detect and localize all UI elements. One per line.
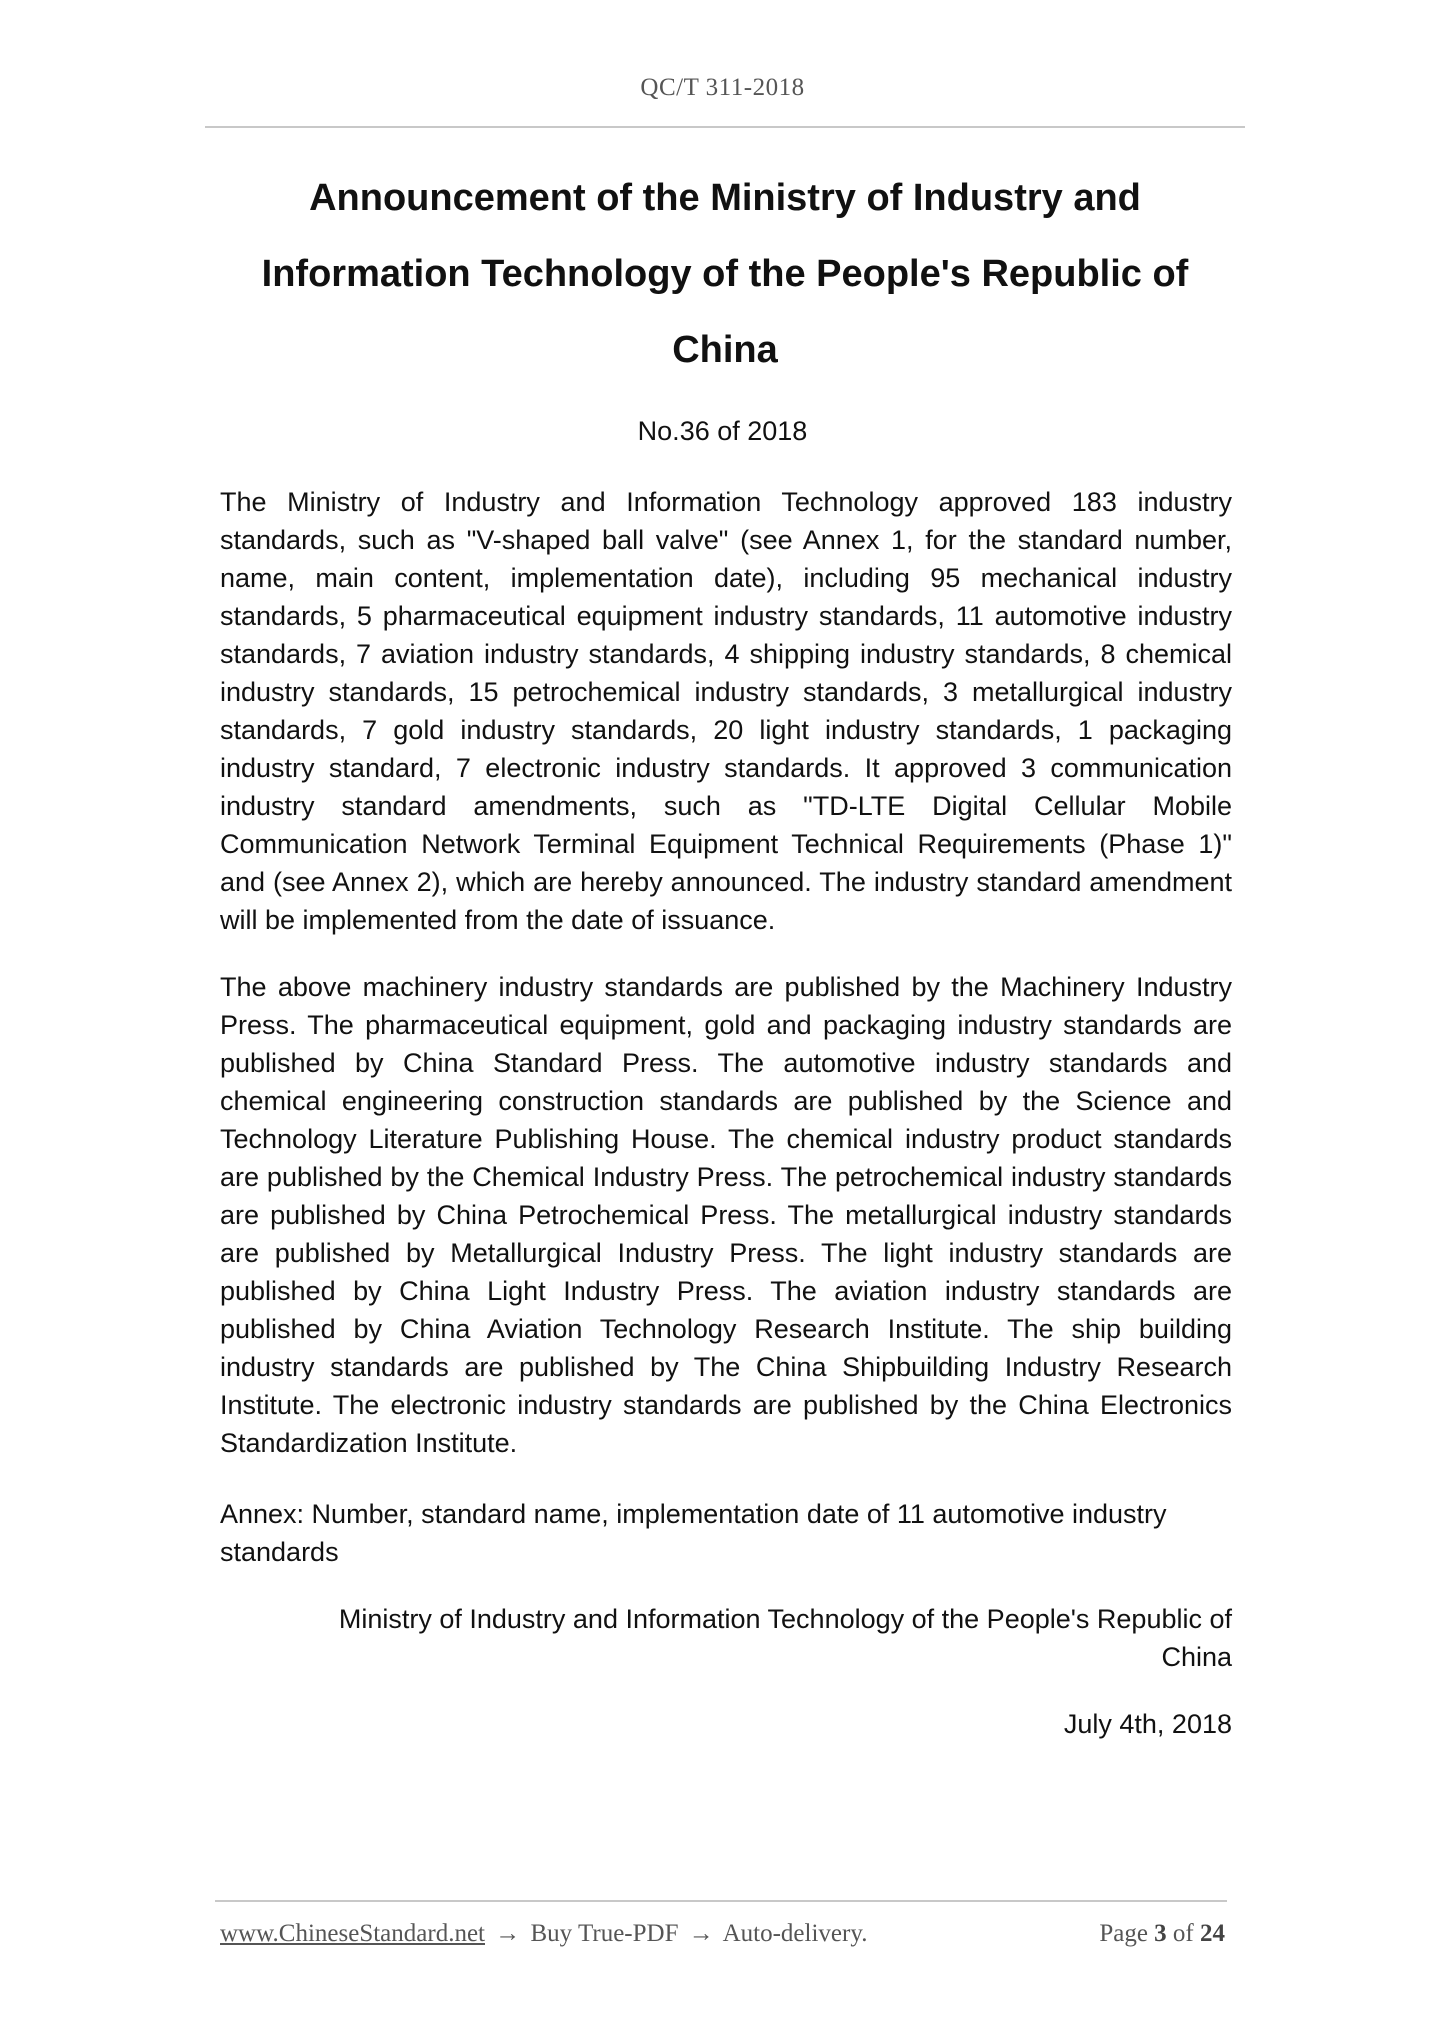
auto-delivery-text: Auto-delivery.: [722, 1920, 868, 1947]
site-link[interactable]: www.ChineseStandard.net: [220, 1920, 485, 1947]
footer-promo: [220, 1920, 867, 1948]
page-of-label: of: [1172, 1920, 1194, 1947]
arrow-right-icon: →: [495, 1920, 521, 1947]
signature-block: [220, 1600, 1232, 1676]
page-indicator: [1099, 1920, 1225, 1948]
arrow-right-icon: →: [688, 1920, 714, 1947]
buy-true-pdf-text: Buy True-PDF: [530, 1920, 679, 1947]
page-label: Page: [1099, 1920, 1148, 1947]
title-line-3: China: [672, 329, 778, 371]
paragraph-annex: Annex: Number, standard name, implementation date of 11 automotive industry standards: [220, 1499, 1167, 1567]
title-line-1: Announcement of the Ministry of Industry and: [309, 177, 1141, 219]
footer-divider: [215, 1900, 1227, 1902]
page-current: 3: [1154, 1920, 1167, 1947]
standard-code-header: QC/T 311-2018: [640, 74, 805, 101]
signature-line-2: China: [1161, 1642, 1232, 1672]
announcement-title: [210, 160, 1240, 388]
paragraph-approval: The Ministry of Industry and Information Technology approved 183 industry standards, such as "V-shaped ball valve" (see Annex 1, for the standard number, name, main content, implementation date), including 95 mechanical industry standards, 5 pharmaceutical equipment industry standards, 11 automotive industry standards, 7 aviation industry standards, 4 shipping industry standards, 8 chemical industry standards, 15 petrochemical industry standards, 3 metallurgical industry standards, 7 gold industry standards, 20 light industry standards, 1 packaging industry standard, 7 electronic industry standards. It approved 3 communication industry standard amendments, such as "TD-LTE Digital Cellular Mobile Communication Network Terminal Equipment Technical Requirements (Phase 1)" and (see Annex 2), which are hereby announced. The industry standard amendment will be implemented from the date of issuance.: [220, 487, 1232, 935]
announcement-number: No.36 of 2018: [637, 416, 808, 446]
signature-line-1: Ministry of Industry and Information Technology of the People's Republic of: [338, 1604, 1232, 1634]
paragraph-publishers: The above machinery industry standards are published by the Machinery Industry Press. The pharmaceutical equipment, gold and packaging industry standards are published by China Standard Press. The automotive industry standards and chemical engineering construction standards are published by the Science and Technology Literature Publishing House. The chemical industry product standards are published by the Chemical Industry Press. The petrochemical industry standards are published by China Petrochemical Press. The metallurgical industry standards are published by Metallurgical Industry Press. The light industry standards are published by China Light Industry Press. The aviation industry standards are published by China Aviation Technology Research Institute. The ship building industry standards are published by The China Shipbuilding Industry Research Institute. The electronic industry standards are published by the China Electronics Standardization Institute.: [220, 972, 1232, 1458]
title-line-2: Information Technology of the People's Republic of: [261, 253, 1189, 295]
header-divider: [205, 126, 1245, 128]
signature-date: July 4th, 2018: [1063, 1709, 1232, 1739]
page-total: 24: [1200, 1920, 1225, 1947]
